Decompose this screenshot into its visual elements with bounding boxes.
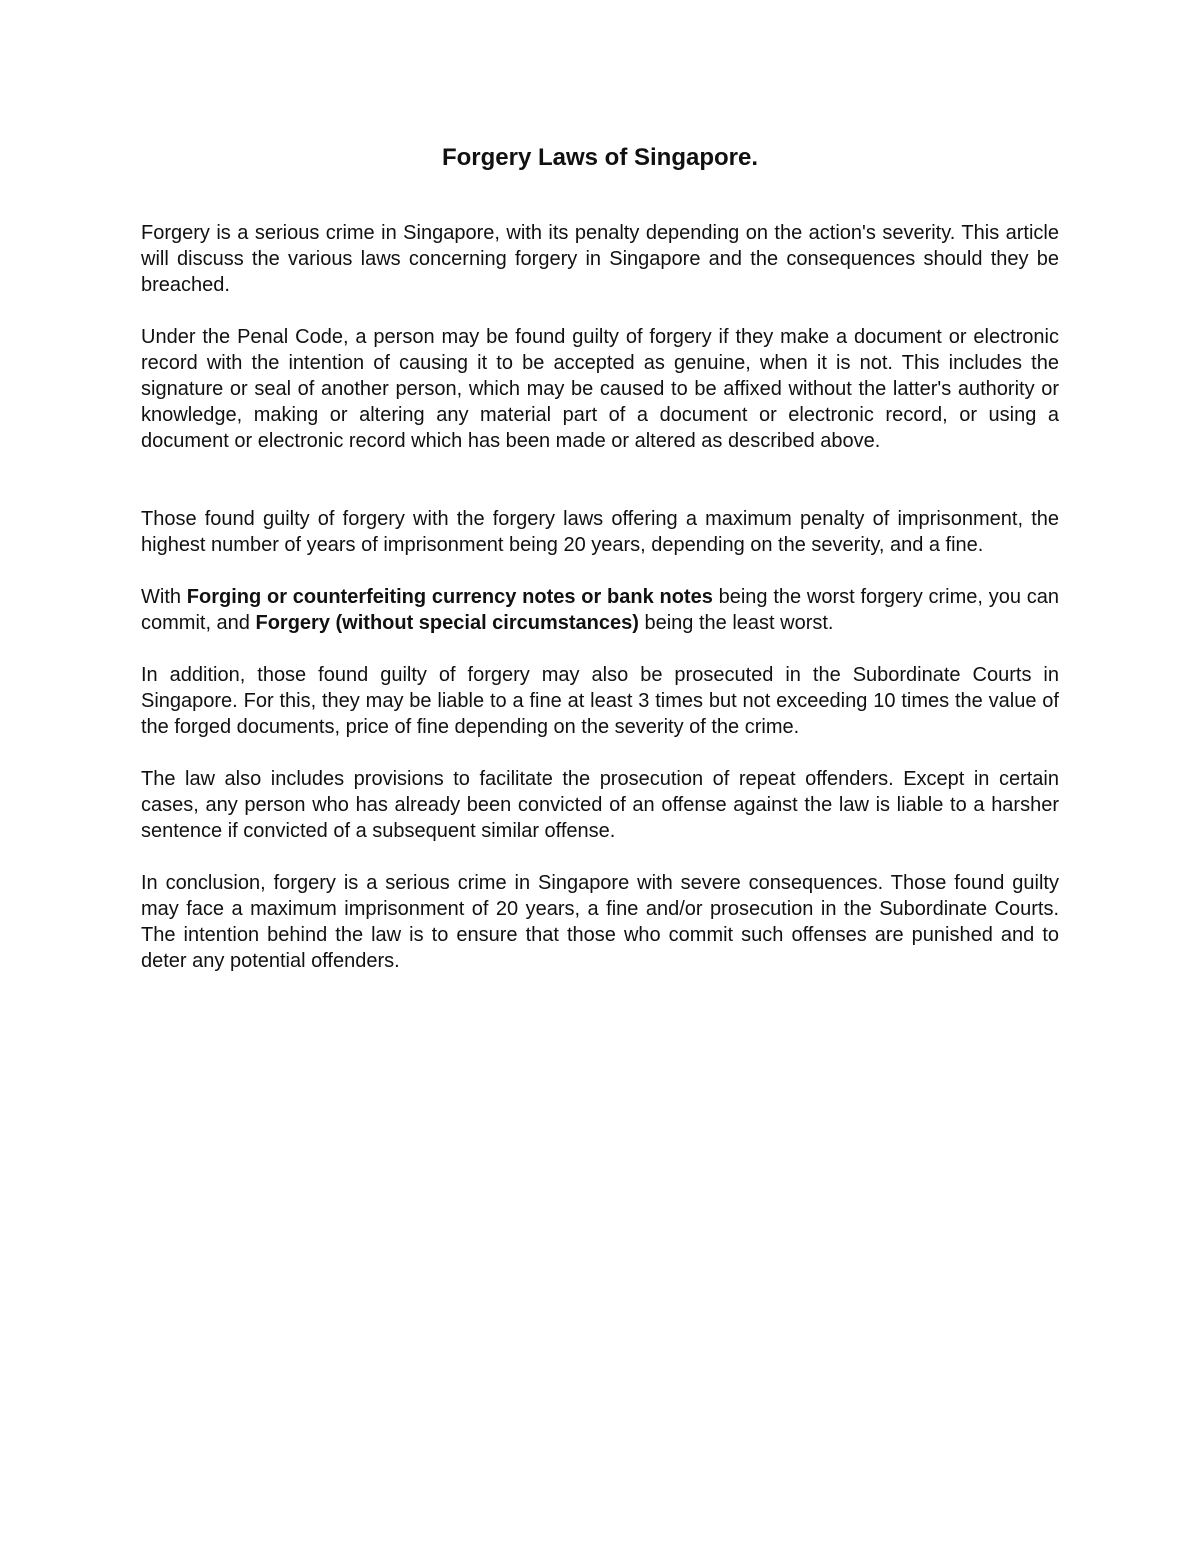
paragraph-intro: Forgery is a serious crime in Singapore, with its penalty depending on the action's severity. This article will discuss the various laws concerning forgery in Singapore and the consequences should they be breached. — [141, 222, 1059, 296]
bold-text-worst-crime: Forging or counterfeiting currency notes or bank notes — [186, 586, 713, 608]
paragraph-worst-least — [141, 584, 1059, 636]
text-run: With — [141, 586, 187, 608]
bold-text-least-crime: Forgery (without special circumstances) — [255, 612, 639, 634]
paragraph-penalty: Those found guilty of forgery with the forgery laws offering a maximum penalty of imprisonment, the highest number of years of imprisonment being 20 years, depending on the severity, and a fine. — [141, 508, 1059, 556]
paragraph-repeat-offenders: The law also includes provisions to facilitate the prosecution of repeat offenders. Except in certain cases, any person who has already been convicted of an offense against the law is liable to a harsher sentence if convicted of a subsequent similar offense. — [141, 768, 1059, 842]
text-run: being the worst forgery crime, you can commit, and — [141, 586, 1059, 634]
document-title: Forgery Laws of Singapore. — [441, 144, 759, 171]
paragraph-subordinate-courts: In addition, those found guilty of forgery may also be prosecuted in the Subordinate Courts in Singapore. For this, they may be liable to a fine at least 3 times but not exceeding 10 times the value of the forged documents, price of fine depending on the severity of the crime. — [141, 664, 1059, 738]
paragraph-penal-code: Under the Penal Code, a person may be found guilty of forgery if they make a document or electronic record with the intention of causing it to be accepted as genuine, when it is not. This includes the signature or seal of another person, which may be caused to be affixed without the latter's authority or knowledge, making or altering any material part of a document or electronic record, or using a document or electronic record which has been made or altered as described above. — [141, 326, 1059, 452]
document-page — [141, 140, 1059, 1000]
paragraph-conclusion: In conclusion, forgery is a serious crime in Singapore with severe consequences. Those found guilty may face a maximum imprisonment of 20 years, a fine and/or prosecution in the Subordinate Courts. The intention behind the law is to ensure that those who commit such offenses are punished and to deter any potential offenders. — [141, 872, 1059, 972]
text-run: being the least worst. — [638, 612, 834, 634]
